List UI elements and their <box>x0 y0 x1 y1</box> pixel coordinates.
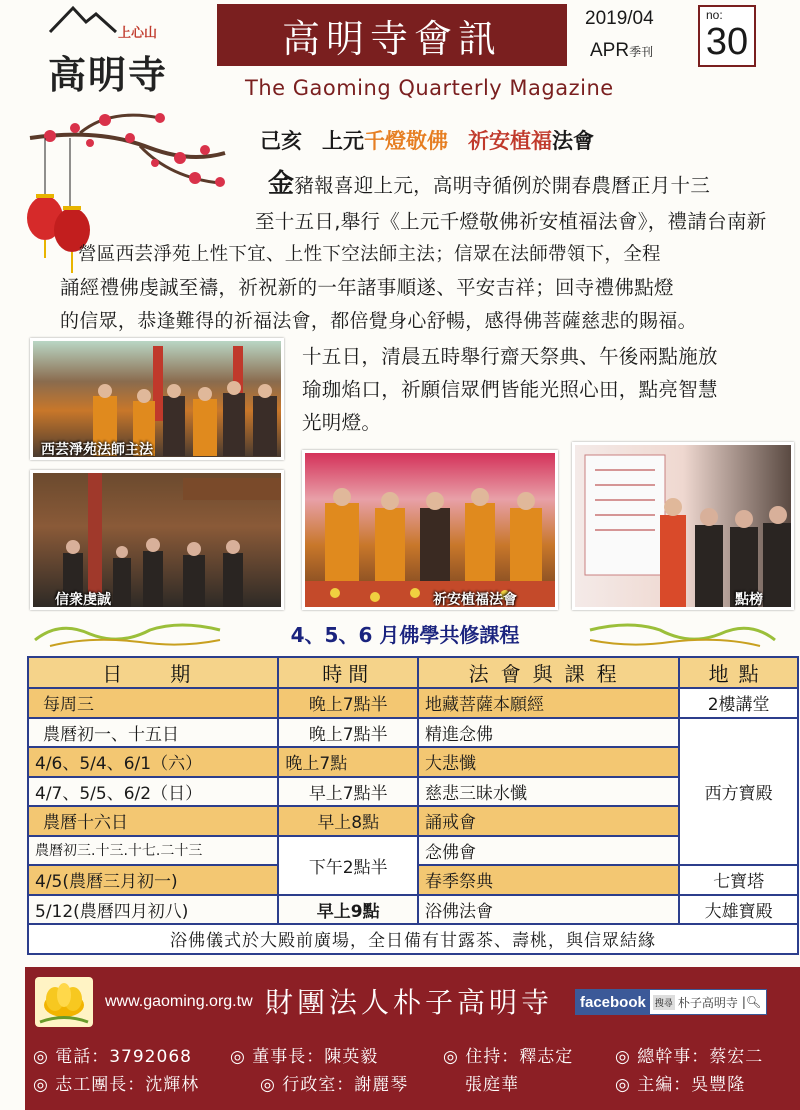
contact-volunteer: ◎ 志工團長：沈輝林 <box>33 1075 200 1095</box>
contact-phone: ◎ 電話：3792068 <box>33 1047 192 1067</box>
row-place: 大雄寶殿 <box>679 895 798 925</box>
row-course: 慈悲三昧水懺 <box>418 777 679 807</box>
flower-icon <box>35 977 93 1027</box>
article-line-4: 誦經禮佛虔誠至禱，祈祝新的一年諸事順遂、平安吉祥；回寺禮佛點燈 <box>60 276 674 299</box>
table-row <box>28 895 798 925</box>
contact-secretary: ◎ 總幹事：蔡宏二 <box>615 1047 764 1067</box>
facebook-search-badge[interactable] <box>575 989 767 1015</box>
lotus-flower-image <box>35 977 93 1027</box>
header-time: 時間 <box>278 657 418 688</box>
row-course: 春季祭典 <box>418 865 679 895</box>
course-schedule-table <box>27 656 799 955</box>
magazine-subtitle: The Gaoming Quarterly Magazine <box>245 76 614 100</box>
website-link[interactable]: www.gaoming.org.tw <box>105 993 253 1010</box>
issue-number-label: no: <box>706 8 723 22</box>
row-course: 地藏菩薩本願經 <box>418 688 679 718</box>
newsletter-title: 高明寺會訊 <box>217 4 567 66</box>
search-icon: |🔍︎ <box>741 995 762 1009</box>
article-line-7: 瑜珈焰口，祈願信眾們皆能光照心田，點亮智慧 <box>302 378 718 401</box>
article-line-6: 十五日，清晨五時舉行齋天祭典、午後兩點施放 <box>302 345 718 368</box>
issue-season: APR季刊 <box>590 40 654 61</box>
row-date: 農曆初三.十三.十七.二十三 <box>28 836 278 866</box>
row-time: 下午2點半 <box>278 836 418 895</box>
photo-posting-list <box>572 442 794 610</box>
footer <box>25 967 800 1110</box>
row-time: 晚上7點 <box>278 747 418 777</box>
article-line-3: 營區西芸淨苑上性下宜、上性下空法師主法；信眾在法師帶領下，全程 <box>78 244 661 265</box>
photo-caption: 點榜 <box>735 592 763 608</box>
facebook-search-query: 朴子高明寺 <box>677 995 738 1010</box>
issue-number-box <box>698 5 756 67</box>
row-date: 4/7、5/5、6/2（日） <box>28 777 278 807</box>
article-line-5: 的信眾，恭逢難得的祈福法會，都倍覺身心舒暢，感得佛菩薩慈悲的賜福。 <box>60 310 697 332</box>
photo-masters-presiding <box>30 338 284 460</box>
contact-admin-2: 張庭華 <box>465 1075 519 1095</box>
row-date: 4/5(農曆三月初一) <box>28 865 278 895</box>
row-date: 農曆初一、十五日 <box>28 718 278 748</box>
logo-upper-text: 上心山 <box>118 26 158 41</box>
row-time: 晚上7點半 <box>278 718 418 748</box>
row-date: 5/12(農曆四月初八) <box>28 895 278 925</box>
header-date: 日 期 <box>28 657 278 688</box>
contact-abbot: ◎ 住持：釋志定 <box>443 1047 574 1067</box>
row-place: 西方寶殿 <box>679 718 798 866</box>
photo-blessing-ceremony <box>302 450 558 610</box>
contact-chairman: ◎ 董事長：陳英毅 <box>230 1047 379 1067</box>
posting-scene <box>575 445 794 610</box>
table-header-row <box>28 657 798 688</box>
contact-editor: ◎ 主編：吳豐隆 <box>615 1075 746 1095</box>
table-note-row <box>28 924 798 954</box>
row-course: 浴佛法會 <box>418 895 679 925</box>
table-row <box>28 718 798 748</box>
table-row <box>28 688 798 718</box>
schedule-note: 浴佛儀式於大殿前廣場，全日備有甘露茶、壽桃，與信眾結緣 <box>28 924 798 954</box>
facebook-search-label: 搜尋 <box>653 995 675 1010</box>
row-time: 晚上7點半 <box>278 688 418 718</box>
logo-main-text: 高明寺 <box>48 52 169 97</box>
header-place: 地點 <box>679 657 798 688</box>
row-course: 誦戒會 <box>418 806 679 836</box>
row-time: 早上7點半 <box>278 777 418 807</box>
contact-admin: ◎ 行政室：謝麗琴 <box>260 1075 409 1095</box>
row-course: 精進念佛 <box>418 718 679 748</box>
row-course: 念佛會 <box>418 836 679 866</box>
temple-logo <box>38 4 213 97</box>
article-line-8: 光明燈。 <box>302 411 382 434</box>
header-course: 法會與課程 <box>418 657 679 688</box>
issue-number: 30 <box>705 21 749 63</box>
row-date: 農曆十六日 <box>28 806 278 836</box>
photo-caption: 西芸淨苑法師主法 <box>41 442 153 458</box>
article-line-2: 至十五日,舉行《上元千燈敬佛祈安植福法會》，禮請台南新 <box>255 210 767 233</box>
course-title: 4、5、6 月佛學共修課程 <box>290 623 520 647</box>
facebook-logo: facebook <box>576 990 650 1014</box>
row-date: 每周三 <box>28 688 278 718</box>
ceremony-scene <box>305 453 558 610</box>
row-date: 4/6、5/4、6/1（六） <box>28 747 278 777</box>
article-line-1: 金豬報喜迎上元，高明寺循例於開春農曆正月十三 <box>268 169 711 199</box>
mountain-icon <box>48 4 118 34</box>
photo-devotees <box>30 470 284 610</box>
photo-caption: 祈安植福法會 <box>433 592 517 608</box>
row-place: 七寶塔 <box>679 865 798 895</box>
photo-caption: 信衆虔誠 <box>55 592 111 608</box>
row-course: 大悲懺 <box>418 747 679 777</box>
row-time: 早上9點 <box>278 895 418 925</box>
issue-date: 2019/04 <box>585 8 654 29</box>
organization-name: 財團法人朴子高明寺 <box>265 986 554 1019</box>
course-banner <box>30 616 780 652</box>
row-place: 2樓講堂 <box>679 688 798 718</box>
row-time: 早上8點 <box>278 806 418 836</box>
article-headline: 己亥 上元千燈敬佛 祈安植福法會 <box>260 129 594 153</box>
